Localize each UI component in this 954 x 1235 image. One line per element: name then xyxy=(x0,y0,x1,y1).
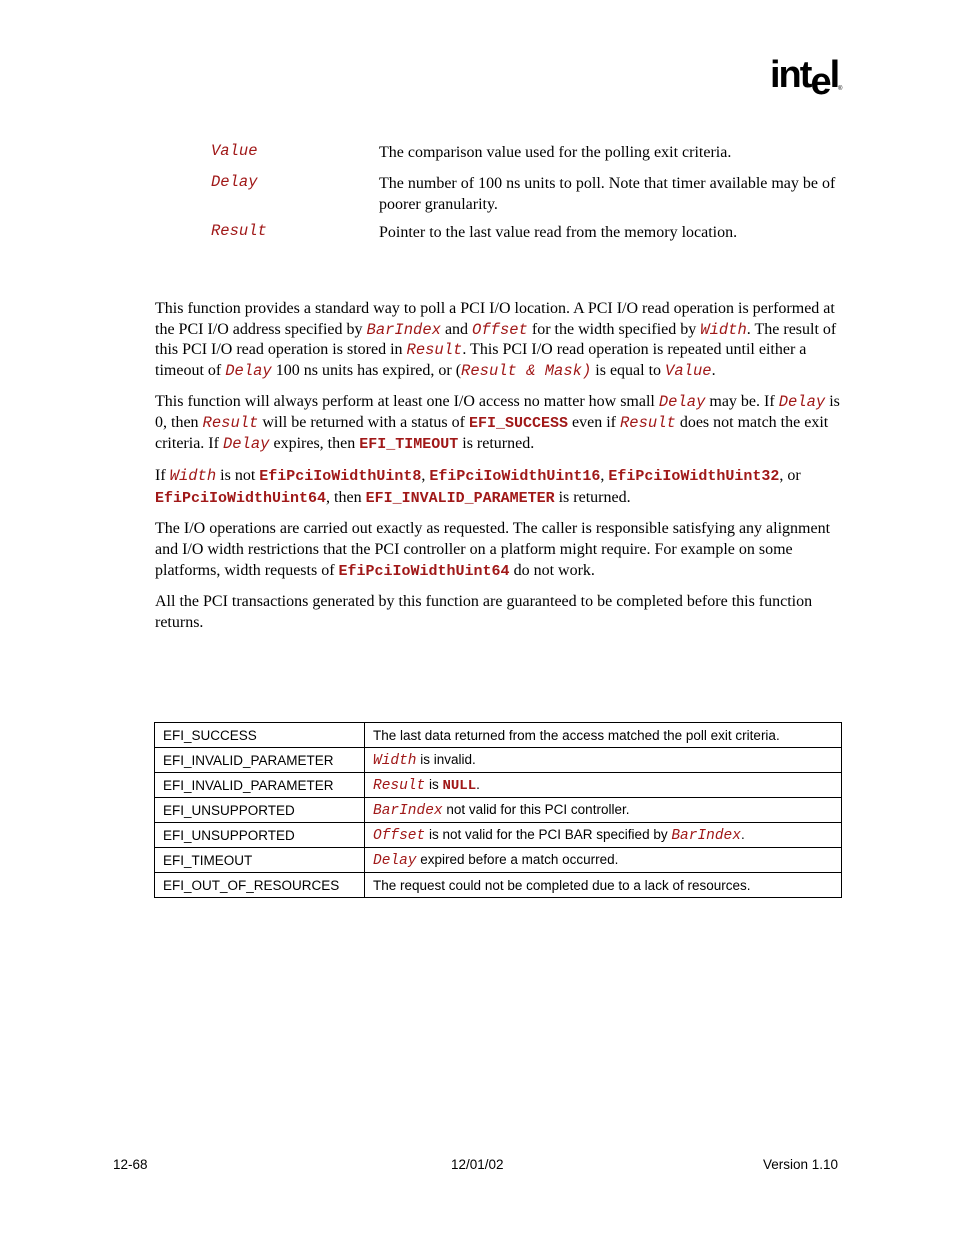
intel-logo xyxy=(770,54,844,104)
footer-date: 12/01/02 xyxy=(451,1157,504,1172)
footer-page-number: 12-68 xyxy=(113,1157,148,1172)
paragraph-1: This function provides a standard way to poll a PCI I/O location. A PCI I/O read operation is performed at the PCI I/O address specified by BarIndex and Offset for the width specified by Width. The result of this PCI I/O read operation is stored in Result. This PCI I/O read operation is repeated until either a timeout of Delay 100 ns units has expired, or (Result & Mask) is equal to Value. xyxy=(155,300,837,381)
table-row xyxy=(155,748,842,773)
status-desc: Offset is not valid for the PCI BAR specified by BarIndex. xyxy=(365,823,842,848)
status-desc: Result is NULL. xyxy=(365,773,842,798)
param-desc: The comparison value used for the polling exit criteria. xyxy=(379,144,732,161)
status-desc: The last data returned from the access matched the poll exit criteria. xyxy=(365,723,842,748)
paragraph-2: This function will always perform at least one I/O access no matter how small Delay may be. If Delay is 0, then Result will be returned with a status of EFI_SUCCESS even if Result does not match the exit criteria. If Delay expires, then EFI_TIMEOUT is returned. xyxy=(155,392,840,454)
status-code: EFI_TIMEOUT xyxy=(155,848,365,873)
param-desc: Pointer to the last value read from the memory location. xyxy=(379,224,738,241)
footer-version: Version 1.10 xyxy=(763,1157,839,1172)
table-row xyxy=(155,723,842,748)
status-code: EFI_OUT_OF_RESOURCES xyxy=(155,873,365,898)
table-row xyxy=(155,798,842,823)
status-desc: Delay expired before a match occurred. xyxy=(365,848,842,873)
status-code: EFI_INVALID_PARAMETER xyxy=(155,773,365,798)
paragraph-3: If Width is not EfiPciIoWidthUint8, EfiPciIoWidthUint16, EfiPciIoWidthUint32, or EfiPciIoWidthUint64, then EFI_INVALID_PARAMETER is returned. xyxy=(155,466,801,507)
description-body xyxy=(155,299,845,644)
status-code: EFI_UNSUPPORTED xyxy=(155,823,365,848)
table-row xyxy=(155,823,842,848)
paragraph-5: All the PCI transactions generated by this function are guaranteed to be completed before this function returns. xyxy=(155,593,813,632)
status-code: EFI_SUCCESS xyxy=(155,723,365,748)
param-name: Value xyxy=(211,142,258,160)
status-code: EFI_UNSUPPORTED xyxy=(155,798,365,823)
status-desc: Width is invalid. xyxy=(365,748,842,773)
param-name: Result xyxy=(211,222,267,240)
status-code: EFI_INVALID_PARAMETER xyxy=(155,748,365,773)
table-row xyxy=(155,773,842,798)
registered-mark: ® xyxy=(838,86,843,92)
status-desc: BarIndex not valid for this PCI controller. xyxy=(365,798,842,823)
status-desc: The request could not be completed due to a lack of resources. xyxy=(365,873,842,898)
table-row xyxy=(155,873,842,898)
logo-text: intel xyxy=(770,54,839,103)
paragraph-4: The I/O operations are carried out exactly as requested. The caller is responsible satisfying any alignment and I/O width restrictions that the PCI controller on a platform might require. For example on some platforms, width requests of EfiPciIoWidthUint64 do not work. xyxy=(155,520,831,580)
param-name: Delay xyxy=(211,173,258,191)
status-codes-table xyxy=(154,722,842,898)
param-desc: The number of 100 ns units to poll. Note that timer available may be of poorer granularity. xyxy=(379,175,836,213)
table-row xyxy=(155,848,842,873)
